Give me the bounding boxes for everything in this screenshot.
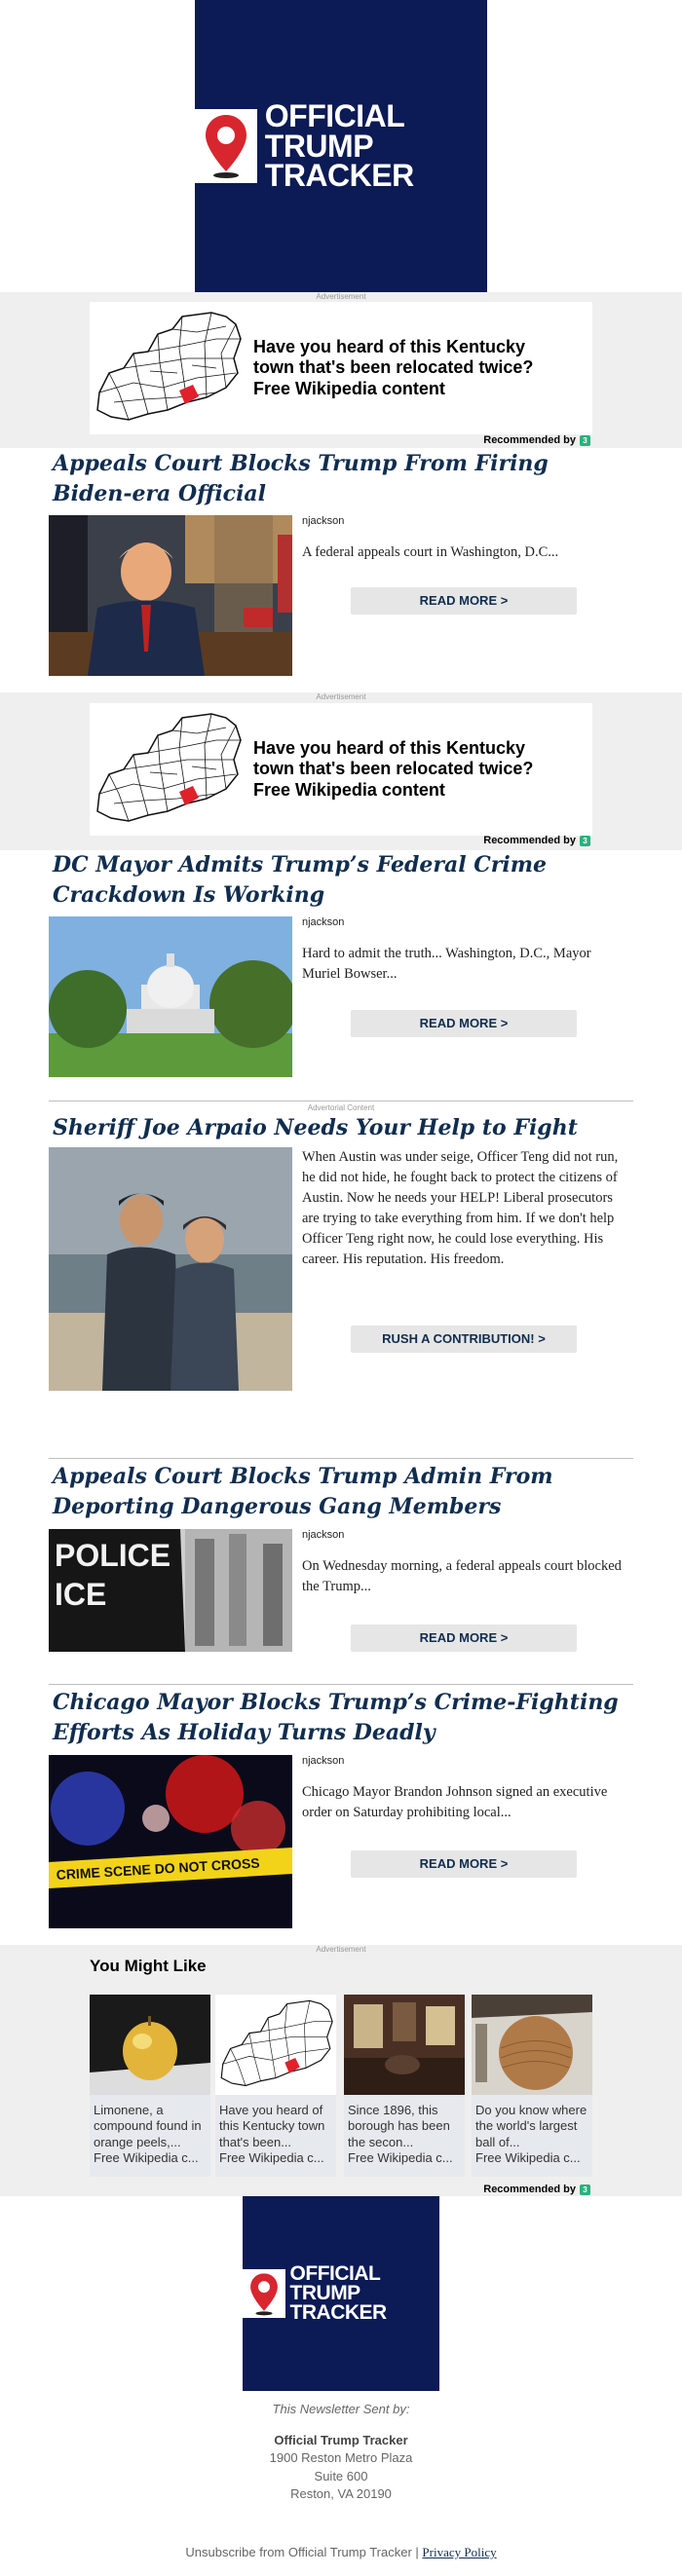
- capitol-photo: [49, 916, 292, 1077]
- map-pin-icon: [243, 2269, 285, 2318]
- article-excerpt: A federal appeals court in Washington, D.C...: [302, 544, 559, 560]
- ad-label: Advertisement: [316, 692, 366, 701]
- card-source: Free Wikipedia c...: [348, 2149, 453, 2165]
- recommended-card[interactable]: [472, 1995, 592, 2177]
- divider: [49, 1458, 633, 1459]
- logo-line-2: TRUMP TRACKER: [264, 128, 414, 194]
- header-logo-block[interactable]: [195, 0, 487, 292]
- footer-separator: |: [415, 2545, 419, 2559]
- ad-band: [0, 692, 682, 850]
- ad-headline[interactable]: Have you heard of this Kentucky town that's been relocated twice? Free Wikipedia content: [253, 737, 534, 800]
- card-source: Free Wikipedia c...: [475, 2149, 581, 2165]
- card-image-room: [344, 1995, 465, 2095]
- article-title[interactable]: Sheriff Joe Arpaio Needs Your Help to Fight: [53, 1115, 578, 1140]
- recommended-by-label: Recommended by: [483, 2184, 576, 2195]
- article-author: njackson: [302, 1529, 345, 1541]
- police-ice-photo: [49, 1529, 292, 1652]
- recommended-by-label: Recommended by: [483, 835, 576, 846]
- privacy-policy-link[interactable]: Privacy Policy: [422, 2545, 497, 2559]
- article-image[interactable]: [49, 1755, 292, 1928]
- read-more-button[interactable]: READ MORE >: [351, 587, 577, 615]
- footer-address-line-1: 1900 Reston Metro Plaza: [269, 2450, 413, 2466]
- recommended-by[interactable]: [483, 835, 590, 846]
- article-title[interactable]: Appeals Court Blocks Trump From Firing Biden-era Official: [53, 451, 549, 506]
- card-caption: Have you heard of this Kentucky town that's been...: [219, 2103, 325, 2149]
- you-might-like-section: [0, 1945, 682, 2196]
- article-excerpt: When Austin was under seige, Officer Teng did not run, he did not hide, he fought back to protect the citizens of Austin. Now he needs your HELP! Liberal prosecutors are trying to take everything from him. If we don't help Officer Teng right now, he could lose everything. His career. His reputation. His freedom.: [302, 1149, 619, 1268]
- article-author: njackson: [302, 515, 345, 527]
- revcontent-logo-icon: 3: [580, 836, 590, 846]
- article-title[interactable]: DC Mayor Admits Trump’s Federal Crime Crackdown Is Working: [53, 852, 547, 908]
- ad-label: Advertisement: [316, 292, 366, 301]
- ad-card[interactable]: [90, 302, 592, 434]
- article-title[interactable]: Chicago Mayor Blocks Trump’s Crime-Fighting Efforts As Holiday Turns Deadly: [53, 1690, 619, 1745]
- image-text-crime-scene: CRIME SCENE DO NOT CROSS: [56, 1854, 261, 1883]
- ad-band: [0, 292, 682, 448]
- crime-scene-photo: [49, 1755, 292, 1928]
- trump-desk-photo: [49, 515, 292, 676]
- footer-address-line-3: Reston, VA 20190: [290, 2485, 392, 2501]
- recommended-card[interactable]: [344, 1995, 465, 2177]
- footer-logo: [243, 2264, 439, 2323]
- ad-card[interactable]: [90, 703, 592, 836]
- card-caption: Limonene, a compound found in orange peels,...: [94, 2103, 202, 2149]
- recommended-card[interactable]: [215, 1995, 336, 2177]
- divider: [49, 1684, 633, 1685]
- recommended-card[interactable]: [90, 1995, 210, 2177]
- card-source: Free Wikipedia c...: [219, 2149, 324, 2165]
- article-excerpt: On Wednesday morning, a federal appeals court blocked the Trump...: [302, 1558, 622, 1595]
- footer-logo-block[interactable]: [243, 2196, 439, 2391]
- ad-label: Advertisement: [316, 1945, 366, 1954]
- footer-logo-line-2: TRUMP TRACKER: [289, 2282, 387, 2324]
- rush-contribution-button[interactable]: RUSH A CONTRIBUTION! >: [351, 1325, 577, 1353]
- card-image-twine-ball: [472, 1995, 592, 2095]
- logo-text: [264, 98, 487, 194]
- footer-logo-line-1: OFFICIAL: [289, 2262, 381, 2286]
- article-image[interactable]: [49, 515, 292, 676]
- logo: [195, 98, 487, 194]
- footer-org-name: Official Trump Tracker: [274, 2433, 408, 2448]
- ad-headline[interactable]: Have you heard of this Kentucky town that's been relocated twice? Free Wikipedia content: [253, 336, 534, 398]
- footer-address-line-2: Suite 600: [314, 2468, 368, 2483]
- footer-links: [97, 2544, 585, 2561]
- read-more-button[interactable]: READ MORE >: [351, 1850, 577, 1878]
- logo-line-1: OFFICIAL: [264, 98, 405, 134]
- card-caption: Do you know where the world's largest ball of...: [475, 2103, 587, 2149]
- card-source: Free Wikipedia c...: [94, 2149, 199, 2165]
- kentucky-map-image: [90, 706, 246, 833]
- image-text-police: POLICE: [55, 1538, 171, 1573]
- article-author: njackson: [302, 916, 345, 928]
- image-text-ice: ICE: [55, 1577, 107, 1612]
- revcontent-logo-icon: 3: [580, 2184, 590, 2195]
- unsubscribe-link[interactable]: Unsubscribe from Official Trump Tracker: [185, 2545, 412, 2559]
- sent-by-label: This Newsletter Sent by:: [272, 2402, 410, 2416]
- read-more-button[interactable]: READ MORE >: [351, 1010, 577, 1037]
- article-excerpt: Chicago Mayor Brandon Johnson signed an executive order on Saturday prohibiting local...: [302, 1784, 608, 1821]
- recommended-by-label: Recommended by: [483, 434, 576, 446]
- article-image[interactable]: [49, 1147, 292, 1391]
- article-author: njackson: [302, 1755, 345, 1767]
- article-excerpt: Hard to admit the truth... Washington, D.C., Mayor Muriel Bowser...: [302, 946, 591, 983]
- card-caption: Since 1896, this borough has been the secon...: [348, 2103, 450, 2149]
- couple-beach-photo: [49, 1147, 292, 1391]
- card-image-orange: [90, 1995, 210, 2095]
- footer-text: [146, 2401, 536, 2503]
- footer-logo-text: [290, 2264, 439, 2323]
- advertorial-label: Advertorial Content: [307, 1103, 375, 1112]
- read-more-button[interactable]: READ MORE >: [351, 1624, 577, 1652]
- article-image[interactable]: [49, 1529, 292, 1652]
- article-image[interactable]: [49, 916, 292, 1077]
- recommended-by[interactable]: [483, 434, 590, 446]
- card-image-kentucky-map: [215, 1995, 336, 2095]
- article-title[interactable]: Appeals Court Blocks Trump Admin From Deporting Dangerous Gang Members: [53, 1464, 553, 1519]
- revcontent-logo-icon: 3: [580, 435, 590, 446]
- map-pin-icon: [195, 109, 257, 183]
- recommended-by[interactable]: [483, 2184, 590, 2195]
- you-might-like-title: You Might Like: [90, 1957, 207, 1975]
- kentucky-map-image: [90, 305, 246, 431]
